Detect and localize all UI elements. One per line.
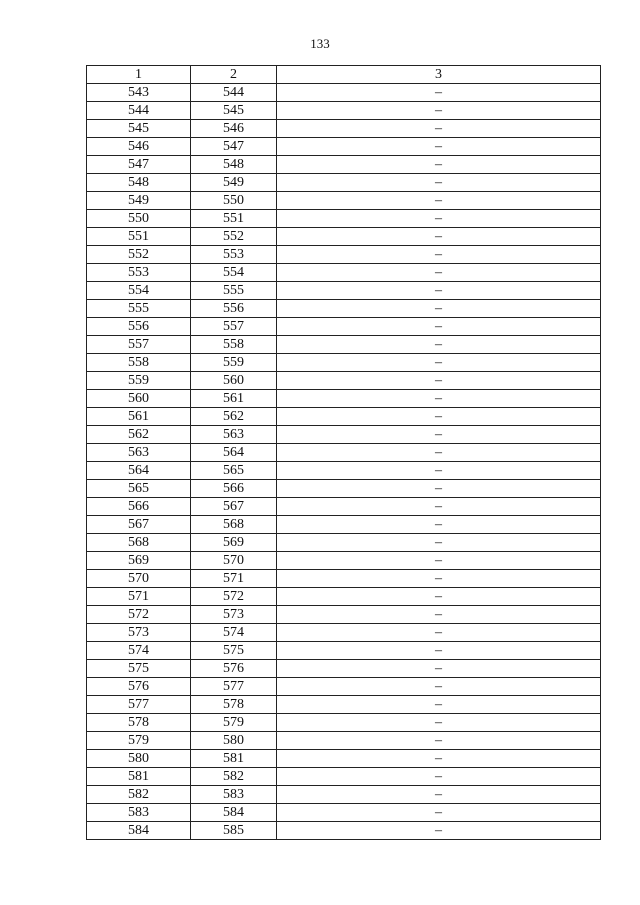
column-header-2: 2 bbox=[191, 66, 277, 84]
table-row bbox=[87, 426, 601, 444]
table-cell-col-2: 577 bbox=[191, 678, 277, 696]
table-cell-col-1: 551 bbox=[87, 228, 191, 246]
table-cell-col-2: 566 bbox=[191, 480, 277, 498]
data-table bbox=[86, 65, 601, 840]
table-cell-col-1: 557 bbox=[87, 336, 191, 354]
table-cell-col-2: 579 bbox=[191, 714, 277, 732]
table-row bbox=[87, 678, 601, 696]
table-cell-col-3: – bbox=[277, 390, 601, 408]
table-row bbox=[87, 192, 601, 210]
table-row bbox=[87, 804, 601, 822]
table-cell-col-3: – bbox=[277, 408, 601, 426]
table-row bbox=[87, 768, 601, 786]
table-cell-col-3: – bbox=[277, 552, 601, 570]
table-row bbox=[87, 318, 601, 336]
table-cell-col-3: – bbox=[277, 750, 601, 768]
table-cell-col-1: 561 bbox=[87, 408, 191, 426]
table-cell-col-2: 558 bbox=[191, 336, 277, 354]
table-cell-col-2: 548 bbox=[191, 156, 277, 174]
table-cell-col-3: – bbox=[277, 696, 601, 714]
table-cell-col-2: 581 bbox=[191, 750, 277, 768]
table-cell-col-1: 550 bbox=[87, 210, 191, 228]
table-cell-col-3: – bbox=[277, 336, 601, 354]
table-cell-col-2: 569 bbox=[191, 534, 277, 552]
table-cell-col-2: 576 bbox=[191, 660, 277, 678]
table-cell-col-3: – bbox=[277, 624, 601, 642]
table-cell-col-2: 547 bbox=[191, 138, 277, 156]
table-cell-col-2: 572 bbox=[191, 588, 277, 606]
table-cell-col-2: 555 bbox=[191, 282, 277, 300]
table-cell-col-3: – bbox=[277, 444, 601, 462]
table-cell-col-2: 551 bbox=[191, 210, 277, 228]
table-cell-col-2: 575 bbox=[191, 642, 277, 660]
table-cell-col-2: 544 bbox=[191, 84, 277, 102]
table-cell-col-3: – bbox=[277, 246, 601, 264]
table-cell-col-3: – bbox=[277, 156, 601, 174]
table-cell-col-3: – bbox=[277, 174, 601, 192]
table-cell-col-3: – bbox=[277, 120, 601, 138]
table-header bbox=[87, 66, 601, 84]
table-cell-col-2: 559 bbox=[191, 354, 277, 372]
table-row bbox=[87, 246, 601, 264]
table-body bbox=[87, 84, 601, 840]
table-cell-col-2: 550 bbox=[191, 192, 277, 210]
table-row bbox=[87, 264, 601, 282]
table-row bbox=[87, 462, 601, 480]
table-cell-col-2: 582 bbox=[191, 768, 277, 786]
table-cell-col-3: – bbox=[277, 642, 601, 660]
table-row bbox=[87, 534, 601, 552]
table-row bbox=[87, 732, 601, 750]
table-cell-col-3: – bbox=[277, 426, 601, 444]
table-cell-col-2: 571 bbox=[191, 570, 277, 588]
table-row bbox=[87, 498, 601, 516]
table-cell-col-3: – bbox=[277, 228, 601, 246]
table-cell-col-1: 584 bbox=[87, 822, 191, 840]
table-cell-col-3: – bbox=[277, 84, 601, 102]
table-cell-col-3: – bbox=[277, 606, 601, 624]
table-cell-col-1: 574 bbox=[87, 642, 191, 660]
table-cell-col-2: 574 bbox=[191, 624, 277, 642]
table-row bbox=[87, 588, 601, 606]
table-row bbox=[87, 786, 601, 804]
table-cell-col-3: – bbox=[277, 822, 601, 840]
table-cell-col-2: 562 bbox=[191, 408, 277, 426]
table-cell-col-1: 581 bbox=[87, 768, 191, 786]
table-cell-col-2: 567 bbox=[191, 498, 277, 516]
table-cell-col-2: 564 bbox=[191, 444, 277, 462]
table-cell-col-1: 548 bbox=[87, 174, 191, 192]
table-cell-col-1: 576 bbox=[87, 678, 191, 696]
table-row bbox=[87, 714, 601, 732]
table-row bbox=[87, 480, 601, 498]
table-cell-col-2: 561 bbox=[191, 390, 277, 408]
table-cell-col-1: 553 bbox=[87, 264, 191, 282]
table-cell-col-3: – bbox=[277, 714, 601, 732]
table-cell-col-2: 545 bbox=[191, 102, 277, 120]
table-cell-col-3: – bbox=[277, 102, 601, 120]
table-cell-col-1: 582 bbox=[87, 786, 191, 804]
table-cell-col-2: 549 bbox=[191, 174, 277, 192]
table-row bbox=[87, 552, 601, 570]
table-cell-col-3: – bbox=[277, 138, 601, 156]
table-row bbox=[87, 642, 601, 660]
table-cell-col-3: – bbox=[277, 192, 601, 210]
column-header-3: 3 bbox=[277, 66, 601, 84]
table-cell-col-1: 563 bbox=[87, 444, 191, 462]
table-cell-col-1: 570 bbox=[87, 570, 191, 588]
table-cell-col-2: 585 bbox=[191, 822, 277, 840]
table-cell-col-2: 565 bbox=[191, 462, 277, 480]
table-header-row bbox=[87, 66, 601, 84]
table-cell-col-3: – bbox=[277, 282, 601, 300]
table-cell-col-2: 570 bbox=[191, 552, 277, 570]
table-cell-col-2: 578 bbox=[191, 696, 277, 714]
table-cell-col-2: 556 bbox=[191, 300, 277, 318]
table-cell-col-1: 549 bbox=[87, 192, 191, 210]
table-cell-col-3: – bbox=[277, 786, 601, 804]
table-cell-col-1: 575 bbox=[87, 660, 191, 678]
table-cell-col-3: – bbox=[277, 318, 601, 336]
table-cell-col-3: – bbox=[277, 732, 601, 750]
table-row bbox=[87, 300, 601, 318]
table-row bbox=[87, 822, 601, 840]
table-row bbox=[87, 408, 601, 426]
table-row bbox=[87, 120, 601, 138]
column-header-1: 1 bbox=[87, 66, 191, 84]
table-cell-col-1: 543 bbox=[87, 84, 191, 102]
table-cell-col-1: 558 bbox=[87, 354, 191, 372]
table-row bbox=[87, 282, 601, 300]
page-number: 133 bbox=[310, 36, 330, 51]
table-cell-col-2: 573 bbox=[191, 606, 277, 624]
table-row bbox=[87, 354, 601, 372]
table-row bbox=[87, 138, 601, 156]
table-cell-col-1: 577 bbox=[87, 696, 191, 714]
table-cell-col-2: 583 bbox=[191, 786, 277, 804]
table-cell-col-1: 562 bbox=[87, 426, 191, 444]
table-cell-col-2: 568 bbox=[191, 516, 277, 534]
table-cell-col-1: 560 bbox=[87, 390, 191, 408]
table-cell-col-2: 553 bbox=[191, 246, 277, 264]
table-cell-col-2: 580 bbox=[191, 732, 277, 750]
table-cell-col-1: 547 bbox=[87, 156, 191, 174]
table-cell-col-3: – bbox=[277, 804, 601, 822]
table-row bbox=[87, 336, 601, 354]
table-cell-col-1: 565 bbox=[87, 480, 191, 498]
table-cell-col-1: 569 bbox=[87, 552, 191, 570]
table-row bbox=[87, 696, 601, 714]
table-cell-col-3: – bbox=[277, 570, 601, 588]
table-cell-col-1: 556 bbox=[87, 318, 191, 336]
table-row bbox=[87, 174, 601, 192]
table-cell-col-3: – bbox=[277, 660, 601, 678]
table-cell-col-3: – bbox=[277, 372, 601, 390]
table-row bbox=[87, 750, 601, 768]
table-cell-col-3: – bbox=[277, 498, 601, 516]
table-row bbox=[87, 372, 601, 390]
table-cell-col-2: 557 bbox=[191, 318, 277, 336]
table-cell-col-1: 544 bbox=[87, 102, 191, 120]
table-row bbox=[87, 516, 601, 534]
table-cell-col-1: 568 bbox=[87, 534, 191, 552]
table-cell-col-2: 563 bbox=[191, 426, 277, 444]
table-cell-col-3: – bbox=[277, 516, 601, 534]
table-cell-col-1: 564 bbox=[87, 462, 191, 480]
table-row bbox=[87, 228, 601, 246]
table-row bbox=[87, 624, 601, 642]
table-cell-col-3: – bbox=[277, 300, 601, 318]
table-cell-col-1: 554 bbox=[87, 282, 191, 300]
table-cell-col-3: – bbox=[277, 264, 601, 282]
table-cell-col-1: 546 bbox=[87, 138, 191, 156]
table-cell-col-1: 545 bbox=[87, 120, 191, 138]
table-cell-col-3: – bbox=[277, 480, 601, 498]
table-cell-col-1: 552 bbox=[87, 246, 191, 264]
table-row bbox=[87, 156, 601, 174]
table-cell-col-3: – bbox=[277, 534, 601, 552]
table-cell-col-3: – bbox=[277, 588, 601, 606]
table-row bbox=[87, 102, 601, 120]
table-cell-col-1: 559 bbox=[87, 372, 191, 390]
table-row bbox=[87, 606, 601, 624]
table-cell-col-1: 573 bbox=[87, 624, 191, 642]
table-cell-col-3: – bbox=[277, 768, 601, 786]
table-cell-col-2: 546 bbox=[191, 120, 277, 138]
table-row bbox=[87, 444, 601, 462]
table-cell-col-3: – bbox=[277, 678, 601, 696]
table-cell-col-2: 552 bbox=[191, 228, 277, 246]
table-cell-col-3: – bbox=[277, 210, 601, 228]
table-row bbox=[87, 570, 601, 588]
table-row bbox=[87, 660, 601, 678]
table-cell-col-1: 567 bbox=[87, 516, 191, 534]
table-cell-col-1: 579 bbox=[87, 732, 191, 750]
table-row bbox=[87, 390, 601, 408]
table-cell-col-2: 584 bbox=[191, 804, 277, 822]
table-cell-col-2: 560 bbox=[191, 372, 277, 390]
table-cell-col-1: 580 bbox=[87, 750, 191, 768]
table-cell-col-1: 578 bbox=[87, 714, 191, 732]
table-cell-col-1: 583 bbox=[87, 804, 191, 822]
table-cell-col-3: – bbox=[277, 354, 601, 372]
table-cell-col-3: – bbox=[277, 462, 601, 480]
table-cell-col-1: 566 bbox=[87, 498, 191, 516]
table-row bbox=[87, 84, 601, 102]
table-cell-col-2: 554 bbox=[191, 264, 277, 282]
table-row bbox=[87, 210, 601, 228]
table-cell-col-1: 555 bbox=[87, 300, 191, 318]
table-cell-col-1: 572 bbox=[87, 606, 191, 624]
table-cell-col-1: 571 bbox=[87, 588, 191, 606]
